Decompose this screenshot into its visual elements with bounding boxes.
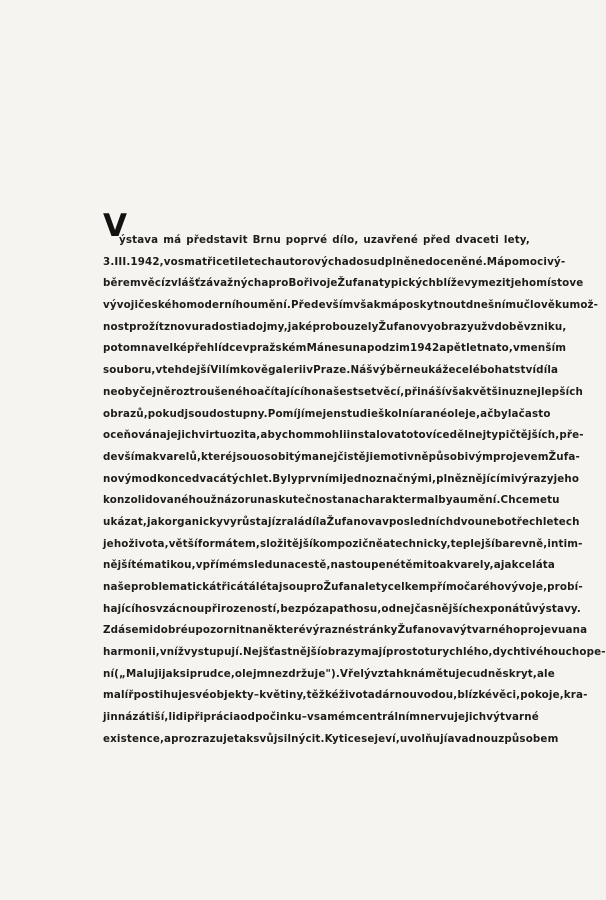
text-line: ní („Maluji jaksi prudce, olej mne zdržuje"). Vřelý vztah k námětu je cudně skryt, ale — [103, 667, 555, 680]
text-line: neobyčejně roztroušeného a čítajícího na šest set věcí, přináší však většinu z nejlepších — [103, 385, 584, 398]
text-line: naše problematická třicátá léta jsou pro Žufana lety celkem přímočarého vývoje, probí- — [103, 581, 583, 593]
text-line: existence, a prozrazuje tak svůj silný cit. Kytice se jeví, uvolňují a vadnou způsobem — [103, 732, 559, 745]
text-line: malíř postihuje své objekty – květiny, těžké životadárnou vodou, blízké věci, pokoje, kra- — [103, 689, 588, 702]
article-body — [103, 234, 606, 755]
text-line: harmonii, v níž vystupují. Nejšťastnější obrazy mají prostotu rychlého, dychtivého uchope- — [103, 646, 606, 659]
text-line: devším akvarelů, které jsou osobitým a nejčistěji emotivně působivým projevem Žufa- — [103, 450, 580, 463]
text-line: vývoji českého moderního umění. Především však má poskytnout dnešnímu člověku mož- — [103, 299, 599, 312]
text-line: jeho života, větší formátem, složitější kompozičně a technicky, teplejší barevně, intim- — [103, 537, 583, 550]
text-line: ýstava má představit Brnu poprvé dílo, uzavřené před dvaceti lety, — [119, 234, 530, 246]
text-line: novým od konce dvacátých let. Byly prvními jednoznačnými, plně znějícími výrazy jeho — [103, 472, 580, 485]
text-line: potom na velké přehlídce v pražském Mánesu na podzim 1942 a pět let nato, v menším — [103, 342, 567, 355]
text-line: 3. III. 1942, v osmatřiceti letech autorových a dosud plně nedoceněné. Má pomoci vý- — [103, 255, 566, 268]
text-line: jinná zátiší, lidi při práci a odpočinku – v samém centrálním nervu jejich výtvarné — [103, 711, 539, 724]
text-line: souboru, v tehdejší Vilímkově galerii v Praze. Náš výběr neukáže celé bohatství díla — [103, 364, 559, 377]
text-line: hajícího s vzácnou přirozeností, bez póz a pathosu, od nejčasnějších exponátů výstavy. — [103, 602, 581, 615]
text-line: oceňována jejich virtuozita, abychom mohli instalovat o to více děl nejtypičtějších, pře- — [103, 429, 584, 442]
text-line: nější tématikou, v přímém sledu na cestě, nastoupené těmito akvarely, a jak celá ta — [103, 559, 555, 572]
drop-cap-initial: V — [103, 208, 127, 244]
text-line: konzolidovaného už názoru na skutečnost a na charakter malby a umění. Chceme tu — [103, 494, 560, 507]
text-line: běrem věcí zvlášť závažných a pro Bořivoje Žufana typických blíže vymezit jeho místo ve — [103, 277, 584, 290]
text-line: nost prožít znovu radosti a dojmy, jaké probouzely Žufanovy obrazy už v době vzniku, — [103, 320, 567, 333]
text-line: ukázat, jak organicky vyrůstají zralá díla Žufanova v posledních dvou nebo třech letech — [103, 515, 580, 528]
text-line: Zdá se mi dobré upozornit na některé výrazné stránky Žufanova výtvarného projevu a na — [103, 624, 588, 637]
text-line: obrazů, pokud jsou dostupny. Pomíjíme jen studie školní a rané oleje, ač byla často — [103, 407, 551, 420]
